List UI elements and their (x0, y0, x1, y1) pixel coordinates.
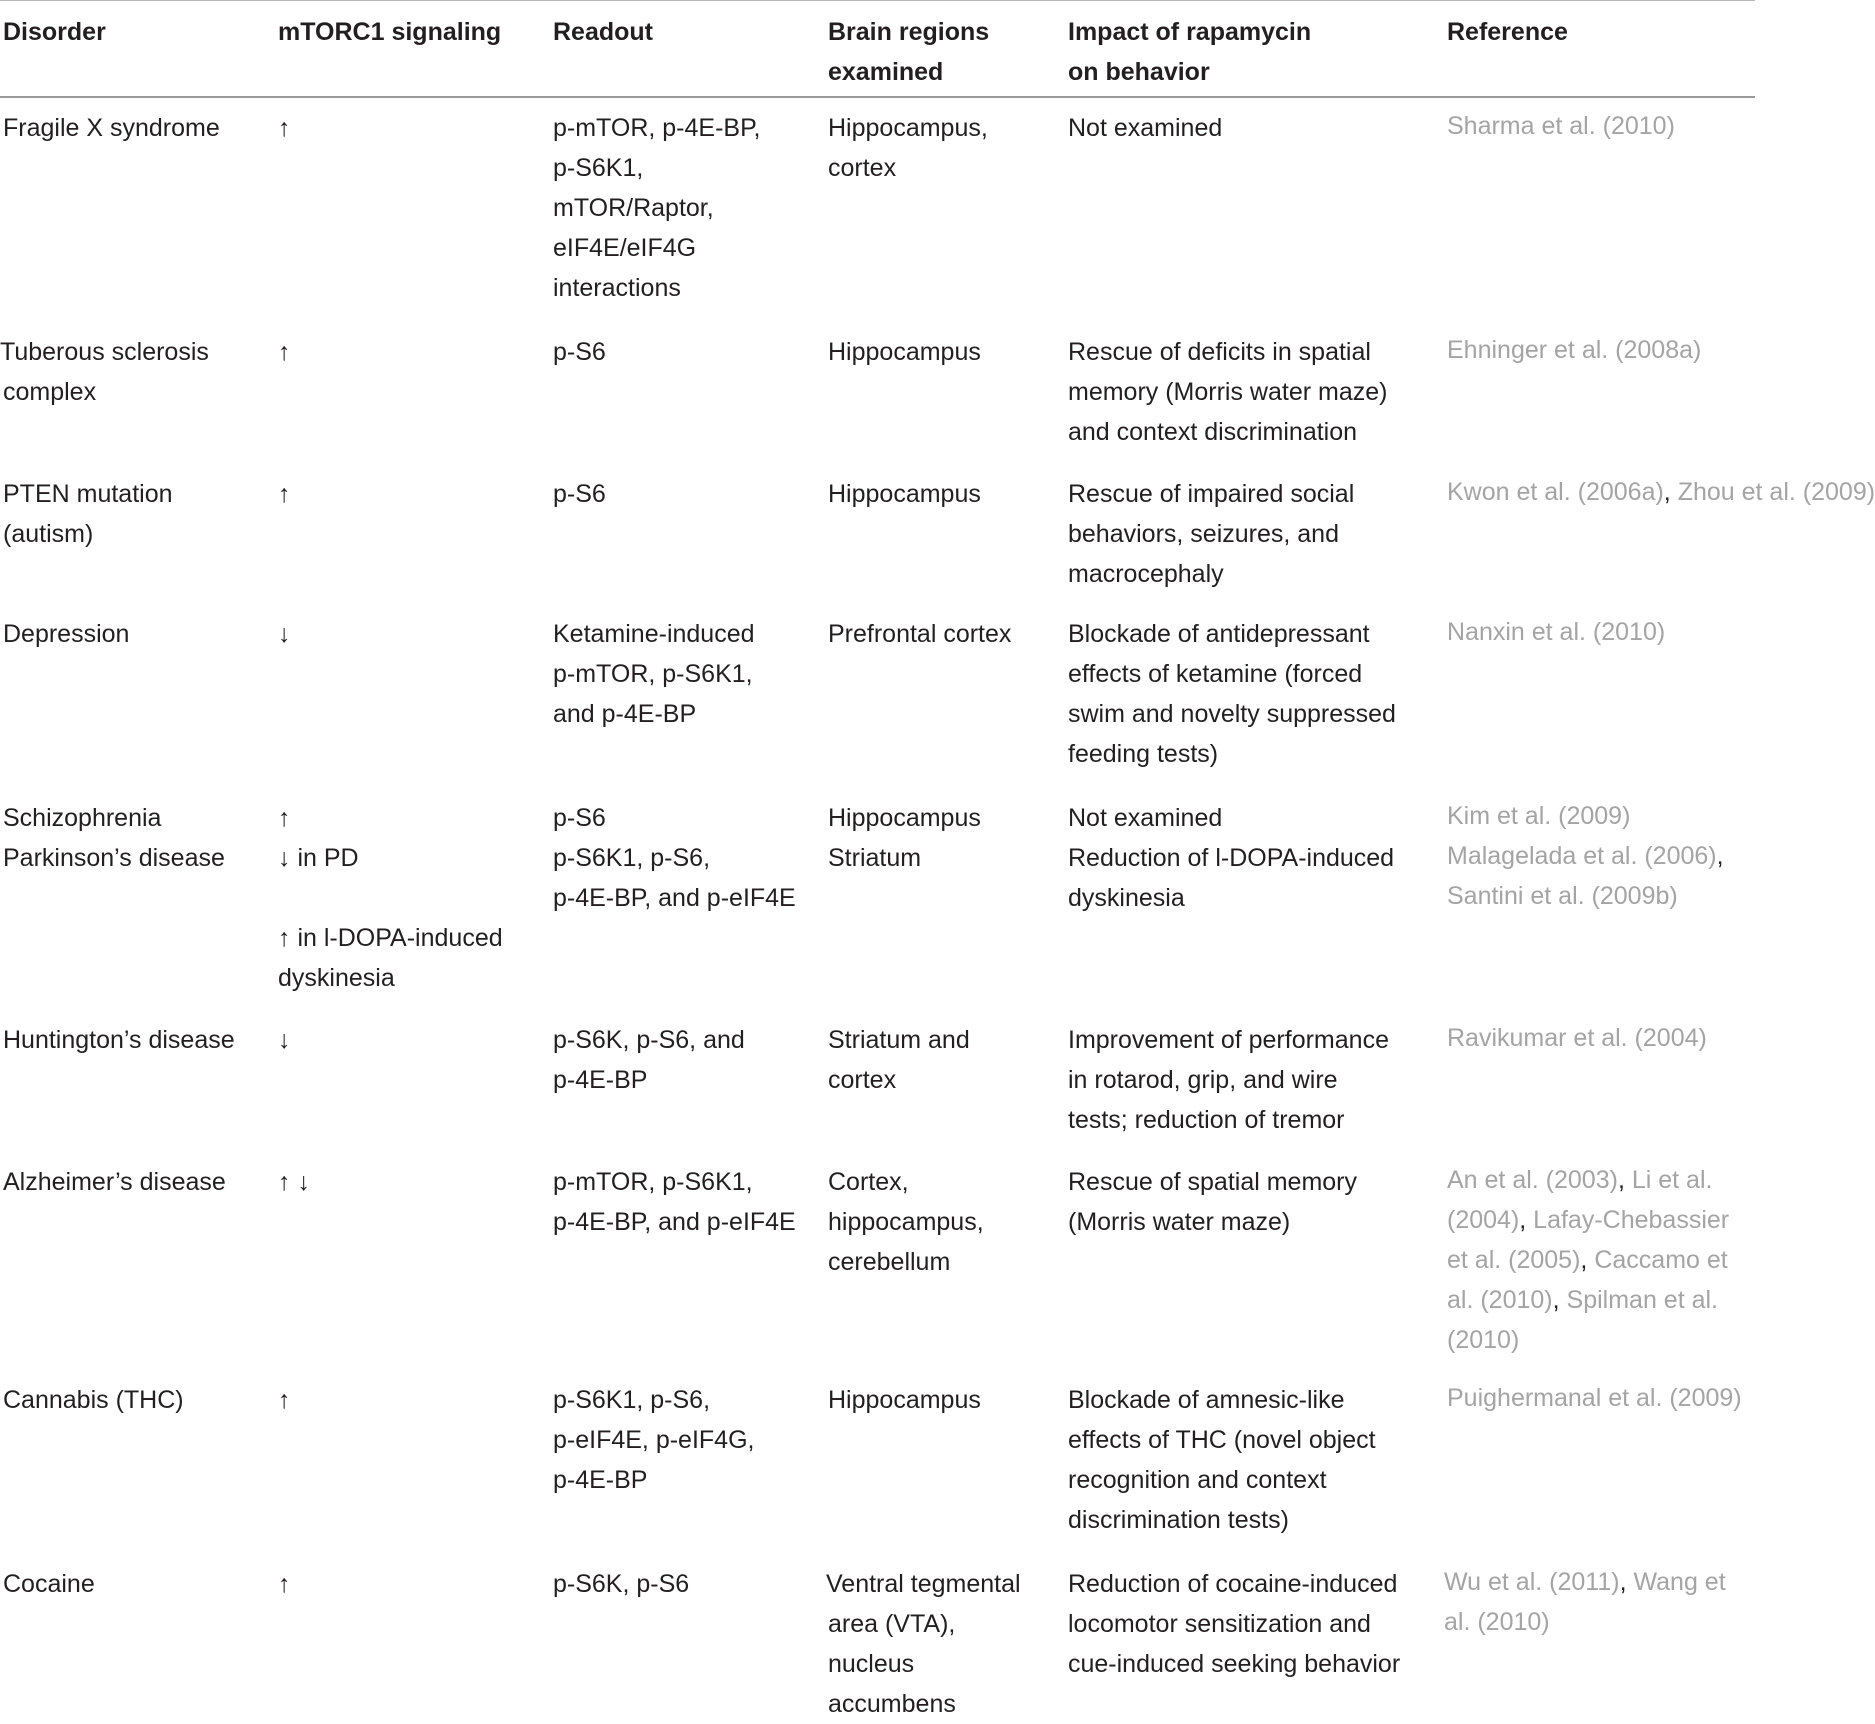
reference-link[interactable]: Kim et al. (2009) (1447, 802, 1631, 830)
reference-link[interactable]: Kwon et al. (2006a) (1447, 478, 1664, 506)
table-row-cell-regions: Cortex, hippocampus, cerebellum (828, 1168, 984, 1276)
table-row-cell-reference (1447, 330, 1701, 370)
table-row-cell-disorder: Fragile X syndrome (3, 114, 220, 142)
table-row-cell-regions: Hippocampus Striatum (828, 804, 981, 872)
reference-link[interactable]: Li et al. (2004) (1447, 1166, 1713, 1234)
table-row-cell-reference (1447, 612, 1665, 652)
table-row-cell-impact: Rescue of deficits in spatial memory (Morris water maze) and context discrimination (1068, 338, 1388, 446)
table-row-cell-impact: Rescue of spatial memory (Morris water maze) (1068, 1168, 1358, 1236)
table-row-cell-impact: Improvement of performance in rotarod, grip, and wire tests; reduction of tremor (1068, 1026, 1389, 1134)
reference-link[interactable]: Sharma et al. (2010) (1447, 112, 1675, 140)
table-row-cell-reference: Kim et al. (2009) Malagelada et al. (2006), Santini et al. (2009b) (1447, 802, 1724, 910)
reference-link[interactable]: Caccamo et al. (2010) (1447, 1246, 1728, 1314)
table-row-cell-disorder: Cannabis (THC) (3, 1386, 184, 1414)
table-row-cell-impact: Blockade of amnesic-like effects of THC (novel object recognition and context discrimination tests) (1068, 1386, 1376, 1534)
table-row-cell-regions: Hippocampus (828, 480, 981, 508)
reference-link[interactable]: Ravikumar et al. (2004) (1447, 1024, 1707, 1052)
header-rule (0, 96, 1755, 98)
reference-link[interactable]: Wang et al. (2010) (1444, 1568, 1726, 1636)
table-row-cell-signaling: ↑ (278, 114, 291, 142)
table-row-cell-signaling: ↑ (278, 1570, 291, 1598)
table-row-cell-signaling: ↑ ↓ in PD ↑ in l-DOPA-induced dyskinesia (278, 804, 503, 992)
table-row-cell-disorder: Schizophrenia Parkinson’s disease (3, 804, 225, 872)
table-row-cell-disorder: Tuberous sclerosis complex (0, 338, 209, 406)
table-row-cell-signaling: ↓ (278, 620, 291, 648)
table-row-cell-reference: Wu et al. (2011), Wang et al. (2010) (1444, 1568, 1726, 1636)
table-row-cell-impact: Blockade of antidepressant effects of ketamine (forced swim and novelty suppressed feeding tests) (1068, 620, 1396, 768)
table-row-cell-disorder: PTEN mutation (autism) (3, 480, 173, 548)
table-row-cell-reference (1447, 106, 1675, 146)
top-rule (0, 0, 1755, 1)
table-row-cell-signaling: ↓ (278, 1026, 291, 1054)
table-row-cell-signaling: ↑ (278, 338, 291, 366)
reference-link[interactable]: Malagelada et al. (2006) (1447, 842, 1717, 870)
reference-link[interactable]: An et al. (2003) (1447, 1166, 1618, 1194)
table-row-cell-signaling: ↑ (278, 1386, 291, 1414)
table-row-cell-readout: p-S6K1, p-S6, p-eIF4E, p-eIF4G, p-4E-BP (553, 1386, 755, 1494)
reference-link[interactable]: Lafay-Chebassier et al. (2005) (1447, 1206, 1730, 1274)
table-row-cell-regions: Prefrontal cortex (828, 620, 1012, 648)
table-row-cell-disorder: Cocaine (3, 1570, 95, 1598)
header-readout: Readout (553, 18, 653, 46)
table-row-cell-readout: p-mTOR, p-4E-BP, p-S6K1, mTOR/Raptor, eIF4E/eIF4G interactions (553, 114, 761, 302)
table-row-cell-reference (1447, 1018, 1707, 1058)
table-row-cell-disorder: Huntington’s disease (3, 1026, 235, 1054)
table-row-cell-signaling: ↑ (278, 480, 291, 508)
reference-link[interactable]: Ehninger et al. (2008a) (1447, 336, 1702, 364)
table-row-cell-impact: Not examined (1068, 114, 1223, 142)
header-disorder: Disorder (3, 18, 106, 46)
table-row-cell-regions: Hippocampus (828, 1386, 981, 1414)
table-row-cell-readout: p-mTOR, p-S6K1, p-4E-BP, and p-eIF4E (553, 1168, 796, 1236)
header-reference: Reference (1447, 18, 1568, 46)
reference-link[interactable]: Santini et al. (2009b) (1447, 882, 1678, 910)
reference-link[interactable]: Puighermanal et al. (2009) (1447, 1384, 1742, 1412)
reference-link[interactable]: Nanxin et al. (2010) (1447, 618, 1666, 646)
table-row-cell-readout: p-S6K, p-S6, and p-4E-BP (553, 1026, 745, 1094)
table-row-cell-disorder: Depression (3, 620, 130, 648)
header-impact: Impact of rapamycin on behavior (1068, 18, 1312, 86)
table-row-cell-regions: Hippocampus, cortex (828, 114, 988, 182)
table-row-cell-readout: p-S6K, p-S6 (553, 1570, 690, 1598)
table-row-cell-readout: p-S6 (553, 338, 606, 366)
header-signaling: mTORC1 signaling (278, 18, 502, 46)
table-row-cell-reference: Kwon et al. (2006a), Zhou et al. (2009) (1447, 478, 1875, 506)
table-row-cell-regions: Ventral tegmental area (VTA), nucleus accumbens (826, 1570, 1021, 1718)
table-row-cell-readout: Ketamine-induced p-mTOR, p-S6K1, and p-4E-BP (553, 620, 755, 728)
table-row-cell-regions: Striatum and cortex (828, 1026, 970, 1094)
reference-link[interactable]: Zhou et al. (2009) (1677, 478, 1875, 506)
header-regions: Brain regions examined (828, 18, 990, 86)
table-row-cell-signaling: ↑ ↓ (278, 1168, 310, 1196)
table-row-cell-reference: An et al. (2003), Li et al. (2004), Lafay-Chebassier et al. (2005), Caccamo et al. (2010), Spilman et al. (2010) (1447, 1166, 1730, 1354)
reference-link[interactable]: Spilman et al. (2010) (1447, 1286, 1718, 1354)
table-row-cell-disorder: Alzheimer’s disease (3, 1168, 226, 1196)
table-row-cell-readout: p-S6 p-S6K1, p-S6, p-4E-BP, and p-eIF4E (553, 804, 796, 912)
reference-link[interactable]: Wu et al. (2011) (1444, 1568, 1620, 1596)
table-row-cell-impact: Not examined Reduction of l-DOPA-induced dyskinesia (1068, 804, 1395, 912)
table-row-cell-reference (1447, 1378, 1742, 1418)
table-row-cell-impact: Reduction of cocaine-induced locomotor sensitization and cue-induced seeking behavior (1068, 1570, 1401, 1678)
table-row-cell-regions: Hippocampus (828, 338, 981, 366)
table-row-cell-readout: p-S6 (553, 480, 606, 508)
table-row-cell-impact: Rescue of impaired social behaviors, seizures, and macrocephaly (1068, 480, 1355, 588)
